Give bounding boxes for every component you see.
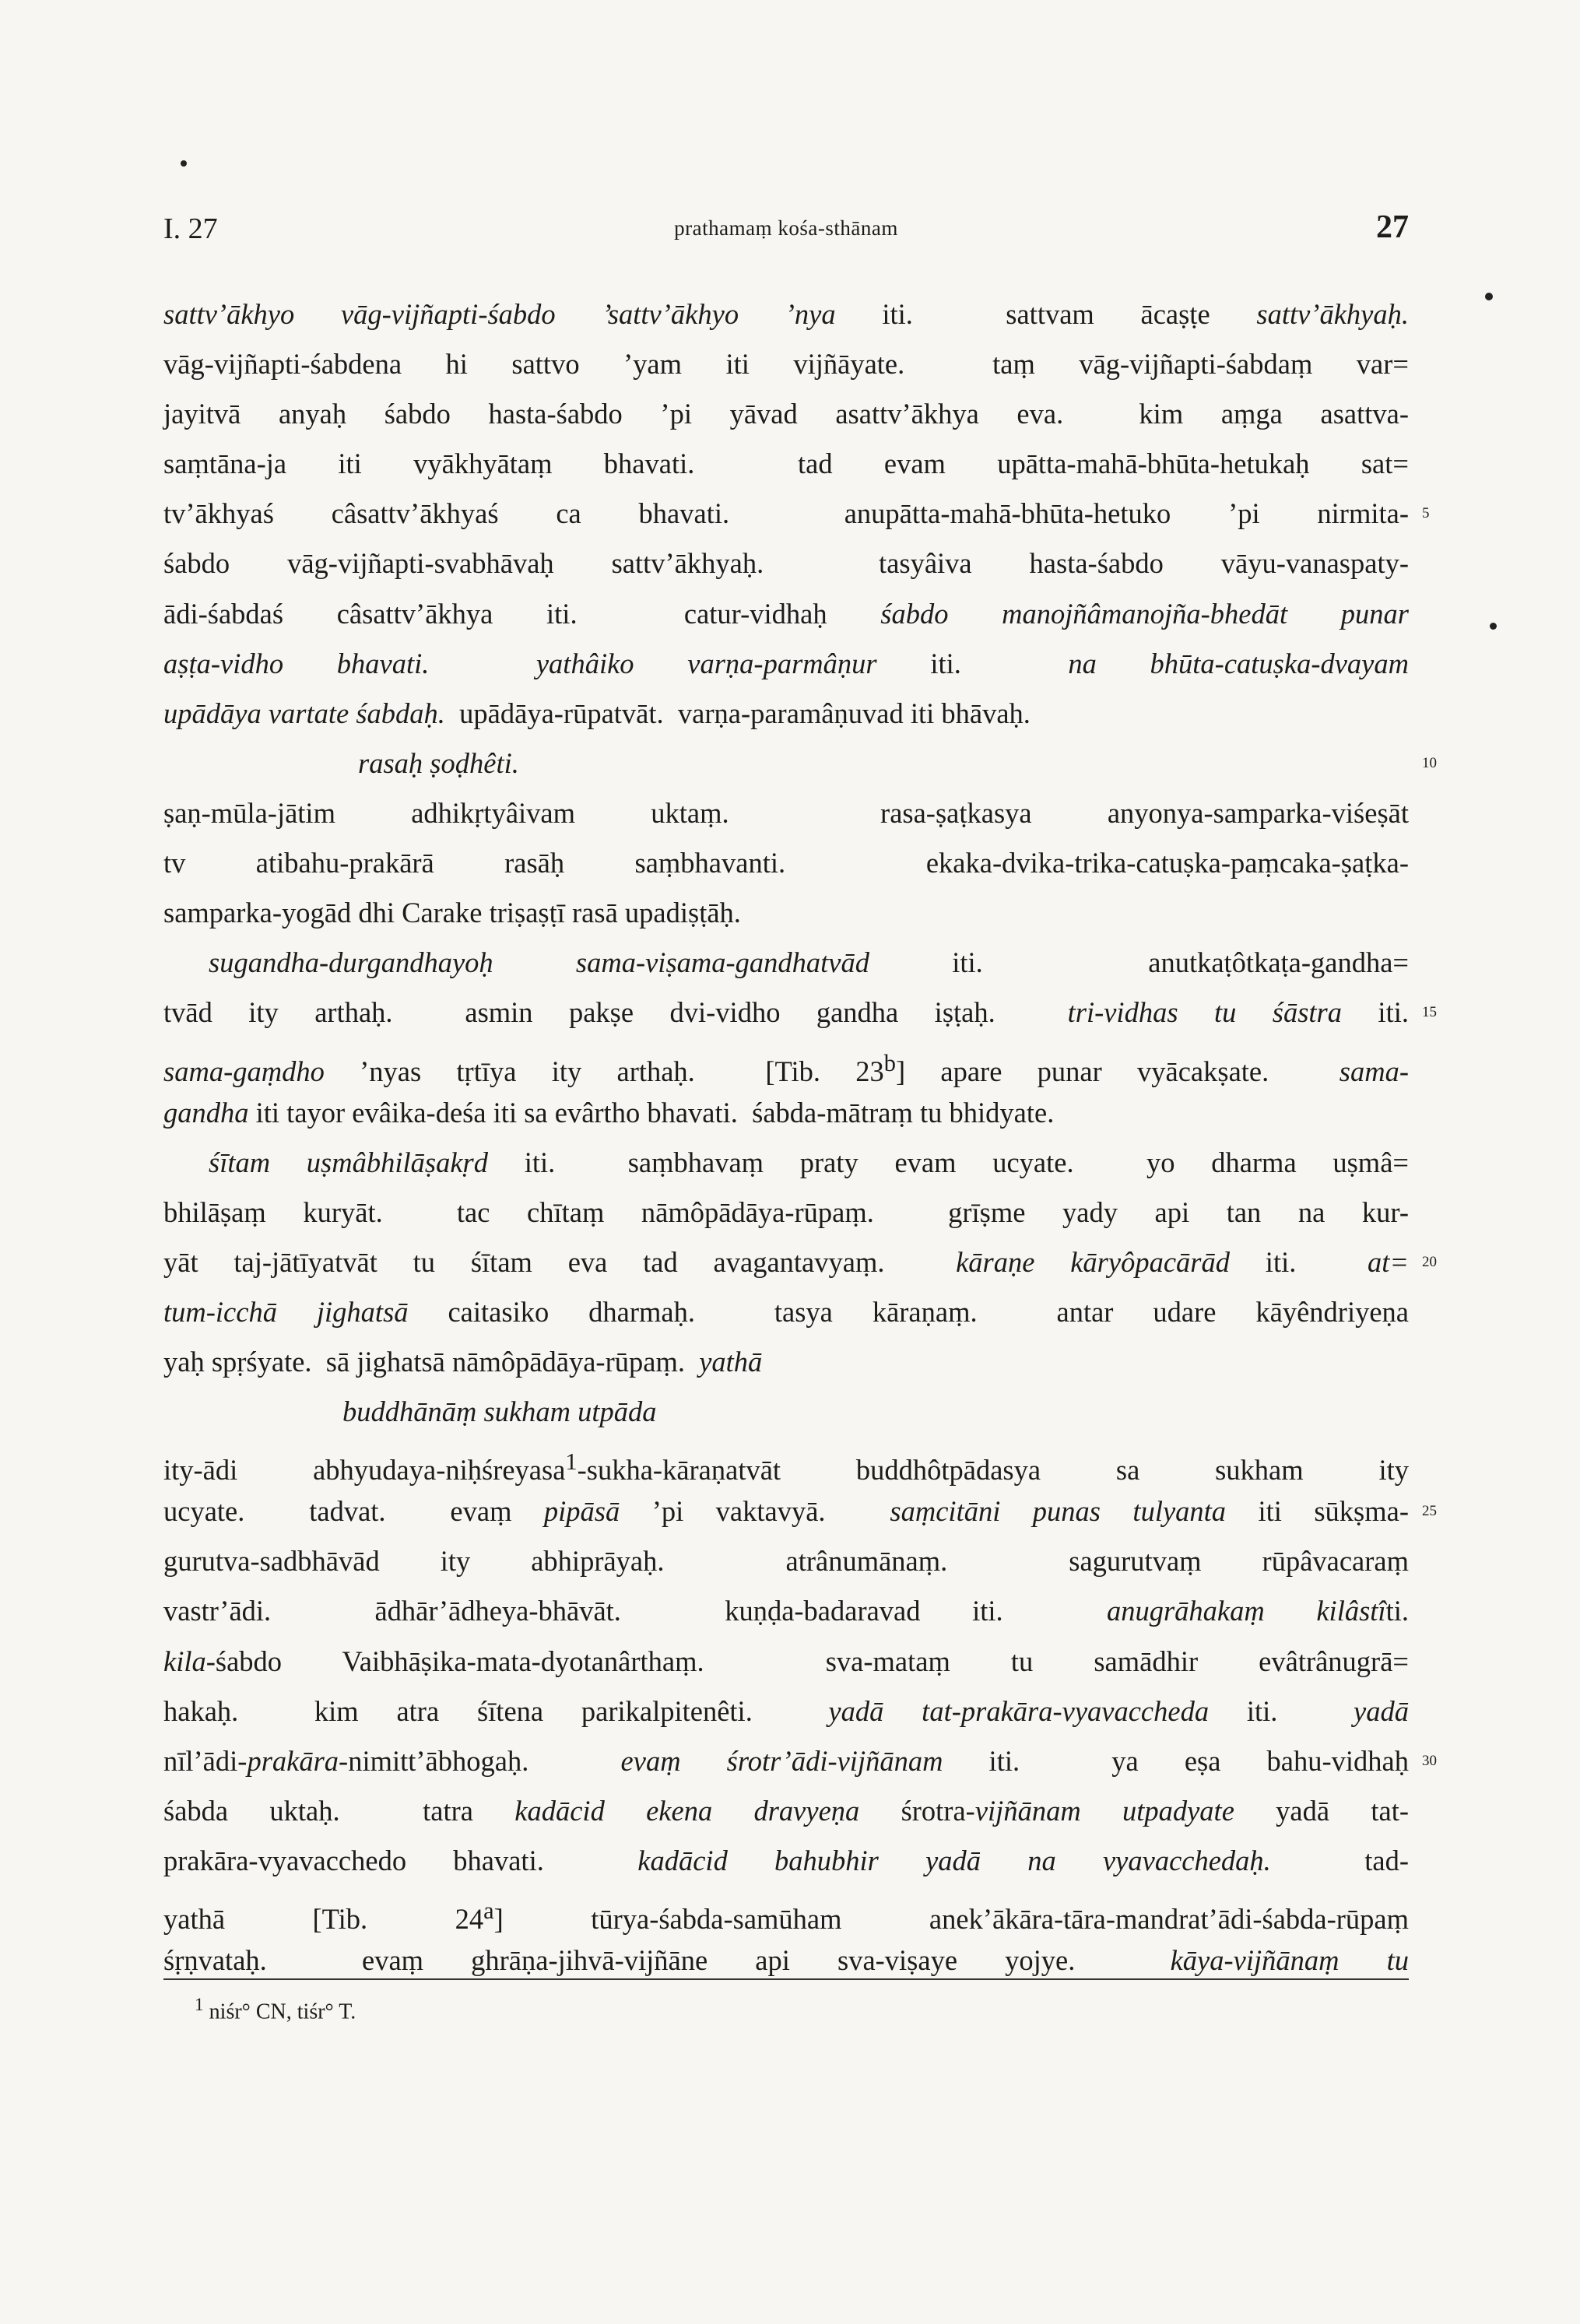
ink-spot: [1485, 293, 1493, 300]
text-line: sama-gaṃdho ’nyas tṛtīya ity arthaḥ. [Tib. 23$^b$] apare punar vyācakṣate. sama-: [163, 1049, 1409, 1087]
line-number: 15: [1422, 1004, 1437, 1021]
text-line: yathā [Tib. 24$^a$] tūrya-śabda-samūham anek’ākāra-tāra-mandrat’ādi-śabda-rūpaṃ: [163, 1897, 1409, 1936]
text-line: ādi-śabdaś câsattv’ākhya iti. catur-vidhaḥ śabdo manojñâmanojña-bhedāt punar: [163, 597, 1409, 630]
line-number: 10: [1422, 754, 1437, 771]
text-line: sattv’ākhyo vāg-vijñapti-śabdo ’sattv’ākhyo ’nya iti. sattvam ācaṣṭe sattv’ākhyaḥ.: [163, 298, 1409, 330]
text-line: rasaḥ ṣoḍhêti. 10: [163, 739, 1409, 788]
text-line: kila-śabdo Vaibhāṣika-mata-dyotanârthaṃ. sva-mataṃ tu samādhir evâtrânugrā=: [163, 1645, 1409, 1677]
text-line: samparka-yogād dhi Carake triṣaṣṭī rasā upadiṣṭāḥ.: [163, 897, 741, 929]
text-line: vāg-vijñapti-śabdena hi sattvo ’yam iti vijñāyate. taṃ vāg-vijñapti-śabdaṃ var=: [163, 348, 1409, 381]
ink-spot: [1490, 623, 1497, 630]
text-line: ity-ādi abhyudaya-niḥśreyasa$^1$-sukha-kāraṇatvāt buddhôtpādasya sa sukham ity: [163, 1448, 1409, 1487]
text-line: vastr’ādi. ādhār’ādheya-bhāvāt. kuṇḍa-badaravad iti. anugrāhakaṃ kilâstîti.: [163, 1595, 1409, 1627]
text-line: bhilāṣaṃ kuryāt. tac chītaṃ nāmôpādāya-rūpaṃ. grīṣme yady api tan na kur-: [163, 1195, 1409, 1228]
text-line: tvād ity arthaḥ. asmin pakṣe dvi-vidho gandha iṣṭaḥ. tri-vidhas tu śāstra iti. 15: [163, 988, 1409, 1037]
text-line: ucyate. tadvat. evaṃ pipāsā ’pi vaktavyā. saṃcitāni punas tulyanta iti sūkṣma- 25: [163, 1487, 1409, 1536]
running-header: [163, 209, 1409, 258]
text-line: śītam uṣmâbhilāṣakṛd iti. saṃbhavaṃ praty evam ucyate. yo dharma uṣmâ=: [209, 1146, 1409, 1178]
line-number: 5: [1422, 505, 1430, 522]
footnote-rule: [163, 1978, 1409, 1980]
text-line: gandha iti tayor evâika-deśa iti sa evârtho bhavati. śabda-mātraṃ tu bhidyate.: [163, 1096, 1055, 1129]
text-line: gurutva-sadbhāvād ity abhiprāyaḥ. atrânumānaṃ. sagurutvaṃ rūpâvacaraṃ: [163, 1545, 1409, 1578]
text-line: aṣṭa-vidho bhavati. yathâiko varṇa-parmâṇur iti. na bhūta-catuṣka-dvayam: [163, 647, 1409, 679]
text-line: nīl’ādi-prakāra-nimitt’ābhogaḥ. evaṃ śrotr’ādi-vijñānam iti. ya eṣa bahu-vidhaḥ 30: [163, 1736, 1409, 1786]
ink-spot: [181, 160, 187, 167]
verse-reference: I. 27: [163, 212, 218, 245]
text-line: hakaḥ. kim atra śītena parikalpitenêti. yadā tat-prakāra-vyavaccheda iti. yadā: [163, 1694, 1409, 1727]
text-line: saṃtāna-ja iti vyākhyātaṃ bhavati. tad evam upātta-mahā-bhūta-hetukaḥ sat=: [163, 448, 1409, 480]
text-line: tv’ākhyaś câsattv’ākhyaś ca bhavati. anupātta-mahā-bhūta-hetuko ’pi nirmita- 5: [163, 489, 1409, 539]
line-number: 30: [1422, 1752, 1437, 1769]
text-line: tv atibahu-prakārā rasāḥ saṃbhavanti. ekaka-dvika-trika-catuṣka-paṃcaka-ṣaṭka-: [163, 847, 1409, 879]
text-line: sugandha-durgandhayoḥ sama-viṣama-gandhatvād iti. anutkaṭôtkaṭa-gandha=: [209, 946, 1409, 979]
line-number: 25: [1422, 1503, 1437, 1520]
text-line: buddhānāṃ sukham utpāda: [342, 1395, 657, 1428]
text-line: yāt taj-jātīyatvāt tu śītam eva tad avagantavyaṃ. kāraṇe kāryôpacārād iti. at= 20: [163, 1237, 1409, 1287]
text-line: śabdo vāg-vijñapti-svabhāvaḥ sattv’ākhyaḥ. tasyâiva hasta-śabdo vāyu-vanaspaty-: [163, 547, 1409, 580]
running-title: prathamaṃ kośa-sthānam: [674, 216, 898, 240]
line-number: 20: [1422, 1253, 1437, 1270]
text-line: yaḥ spṛśyate. sā jighatsā nāmôpādāya-rūpaṃ. yathā: [163, 1345, 763, 1378]
text-line: śabda uktaḥ. tatra kadācid ekena dravyeṇa śrotra-vijñānam utpadyate yadā tat-: [163, 1794, 1410, 1827]
text-line: prakāra-vyavacchedo bhavati. kadācid bahubhir yadā na vyavacchedaḥ. tad-: [163, 1844, 1409, 1876]
text-line: jayitvā anyaḥ śabdo hasta-śabdo ’pi yāvad asattv’ākhya eva. kim aṃga asattva-: [163, 398, 1409, 430]
text-line: śṛṇvataḥ. evaṃ ghrāṇa-jihvā-vijñāne api sva-viṣaye yojye. kāya-vijñānaṃ tu: [163, 1944, 1409, 1977]
page-number: 27: [1376, 209, 1409, 245]
footnote: $^1$ niśr° CN, tiśr° T.: [195, 1995, 356, 2024]
text-line: ṣaṇ-mūla-jātim adhikṛtyâivam uktaṃ. rasa-ṣaṭkasya anyonya-samparka-viśeṣāt: [163, 796, 1409, 829]
text-line: upādāya vartate śabdaḥ. upādāya-rūpatvāt. varṇa-paramâṇuvad iti bhāvaḥ.: [163, 697, 1031, 729]
text-line: tum-icchā jighatsā caitasiko dharmaḥ. tasya kāraṇaṃ. antar udare kāyêndriyeṇa: [163, 1295, 1409, 1328]
main-text: [163, 290, 1437, 1985]
